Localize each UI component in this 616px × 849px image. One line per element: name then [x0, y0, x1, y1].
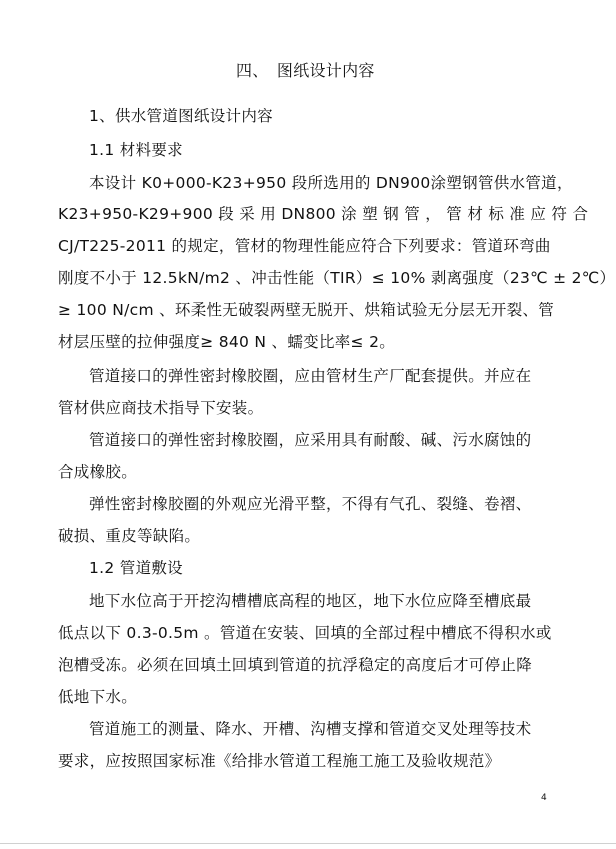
paragraph-line: K23+950-K29+900 段 采 用 DN800 涂 塑 钢 管 ， 管 材 标 准 应 符 合 — [58, 205, 589, 223]
paragraph-line: 材层压壁的拉伸强度≥ 840 N 、蠕变比率≤ 2。 — [58, 333, 396, 351]
heading-material-requirements: 1.1 材料要求 — [89, 141, 183, 159]
paragraph-line: 要求，应按照国家标准《给排水管道工程施工施工及验收规范》 — [58, 752, 501, 770]
paragraph-line: 管材供应商技术指导下安装。 — [58, 399, 264, 417]
paragraph-line: CJ/T225-2011 的规定，管材的物理性能应符合下列要求：管道环弯曲 — [58, 237, 551, 255]
paragraph-line: 泡槽受冻。必须在回填土回填到管道的抗浮稳定的高度后才可停止降 — [58, 656, 533, 674]
paragraph-line: 管道接口的弹性密封橡胶圈，应由管材生产厂配套提供。并应在 — [89, 367, 532, 385]
paragraph-line: 弹性密封橡胶圈的外观应光滑平整，不得有气孔、裂缝、卷褶、 — [89, 495, 532, 513]
paragraph-line: ≥ 100 N/cm 、环柔性无破裂两壁无脱开、烘箱试验无分层无开裂、管 — [58, 301, 555, 319]
section-title: 四、 图纸设计内容 — [236, 61, 375, 80]
page-number: 4 — [541, 793, 547, 803]
page-bottom-divider — [0, 843, 616, 844]
paragraph-line: 管道施工的测量、降水、开槽、沟槽支撑和管道交叉处理等技术 — [89, 720, 532, 738]
paragraph-line: 低地下水。 — [58, 688, 138, 706]
paragraph-line: 低点以下 0.3-0.5m 。管道在安装、回填的全部过程中槽底不得积水或 — [58, 624, 552, 642]
paragraph-line: 刚度不小于 12.5kN/m2 、冲击性能（TIR）≤ 10% 剥离强度（23℃ ± 2℃） — [58, 269, 616, 287]
heading-water-pipe-design: 1、供水管道图纸设计内容 — [89, 107, 273, 125]
heading-pipe-laying: 1.2 管道敷设 — [89, 559, 183, 577]
paragraph-line: 本设计 K0+000-K23+950 段所选用的 DN900涂塑钢管供水管道， — [89, 174, 573, 192]
paragraph-line: 管道接口的弹性密封橡胶圈，应采用具有耐酸、碱、污水腐蚀的 — [89, 431, 532, 449]
paragraph-line: 破损、重皮等缺陷。 — [58, 527, 201, 545]
paragraph-line: 地下水位高于开挖沟槽槽底高程的地区，地下水位应降至槽底最 — [89, 592, 532, 610]
paragraph-line: 合成橡胶。 — [58, 463, 138, 481]
